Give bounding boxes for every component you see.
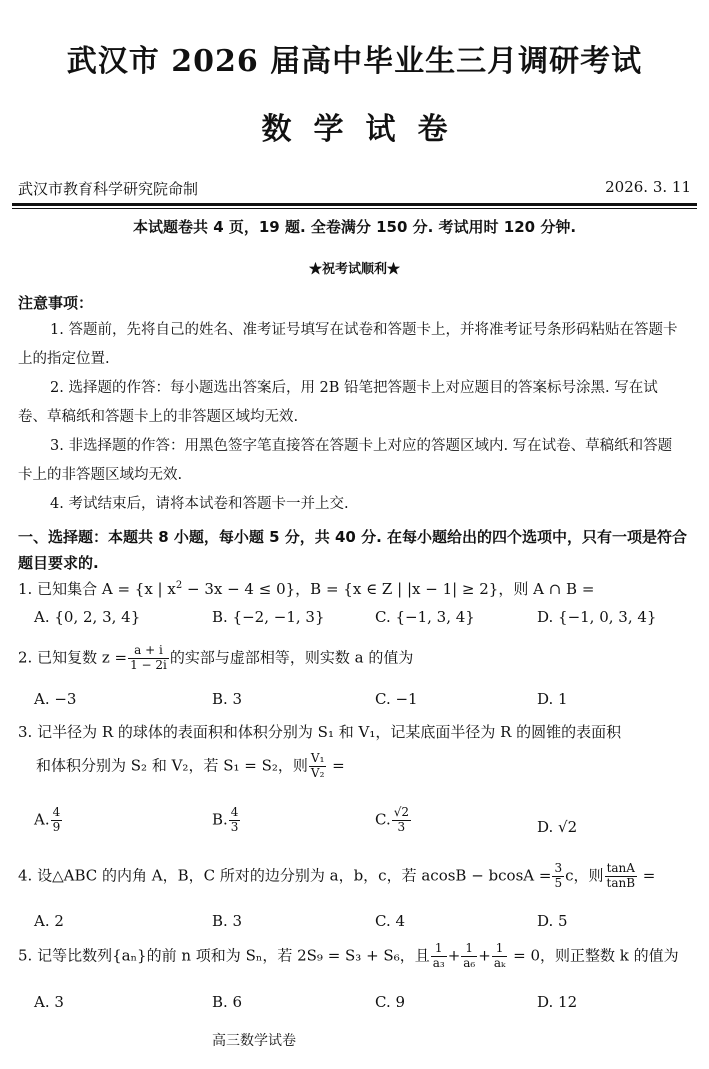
q3-option-c (375, 806, 412, 835)
q1-option-b: B. {−2, −1, 3} (212, 608, 325, 626)
q4-option-a: A. 2 (34, 912, 64, 930)
q5-plus-2: + (478, 946, 491, 965)
q2-rest: 的实部与虚部相等，则实数 a 的值为 (169, 648, 414, 667)
section-1-heading: 一、选择题：本题共 8 小题，每小题 5 分，共 40 分. 在每小题给出的四个选项中，只有一项是符合题目要求的. (18, 528, 688, 572)
q3-option-c-num: √2 (393, 805, 409, 819)
q5-f3-num: 1 (492, 942, 508, 957)
q1-option-a: A. {0, 2, 3, 4} (34, 608, 141, 626)
issuer: 武汉市教育科学研究院命制 (18, 180, 199, 198)
q4-option-c: C. 4 (375, 912, 406, 930)
q2-option-d: D. 1 (537, 690, 568, 708)
q3-option-a-den: 9 (52, 819, 61, 834)
q2-option-a: A. −3 (34, 690, 77, 708)
notes-heading: 注意事项： (18, 294, 94, 312)
note-item-4: 4. 考试结束后，请将本试卷和答题卡一并上交. (50, 496, 349, 512)
q1-lead: 1. 已知集合 A = {x | x (18, 580, 176, 598)
q3-option-b-label: B. (212, 810, 228, 829)
q5-option-d: D. 12 (537, 993, 578, 1011)
exam-title: 武汉市 2026 届高中毕业生三月调研考试 (66, 44, 643, 79)
q1-rest: − 3x − 4 ≤ 0}，B = {x ∈ Z | |x − 1| ≥ 2}，则 A ∩ B = (182, 580, 595, 598)
q5-rest: = 0，则正整数 k 的值为 (508, 946, 679, 965)
note-item-3: 3. 非选择题的作答：用黑色签字笔直接答在答题卡上对应的答题区域内. 写在试卷、草稿纸和答题卡上的非答题区域均无效. (18, 438, 673, 483)
q5-fraction-1 (431, 942, 447, 971)
q3-option-a-fraction (51, 806, 63, 835)
q3-option-b-fraction (229, 806, 241, 835)
q2-den: 1 − 2i (130, 657, 167, 672)
q2-option-b: B. 3 (212, 690, 243, 708)
header-rule-thick (12, 203, 697, 206)
q4-fraction-1 (552, 862, 564, 891)
exam-info: 本试题卷共 4 页，19 题. 全卷满分 150 分. 考试用时 120 分钟. (132, 218, 577, 236)
q2-fraction (128, 644, 169, 673)
note-item-1: 1. 答题前，先将自己的姓名、准考证号填写在试卷和答题卡上，并将准考证号条形码粘贴在答题卡上的指定位置. (18, 322, 678, 367)
paper-subtitle: 数学试卷 (261, 112, 470, 147)
q5-fraction-3 (492, 942, 508, 971)
header-rule-thin (12, 208, 697, 209)
q3-option-a-num: 4 (52, 805, 61, 819)
q3-line-1: 3. 记半径为 R 的球体的表面积和体积分别为 S₁ 和 V₁，记某底面半径为 R 的圆锥的表面积 (18, 723, 622, 741)
q5-f1-num: 1 (431, 942, 447, 957)
q3-fraction (309, 752, 326, 781)
q4-den-2: tanB (606, 875, 636, 890)
good-luck-banner: ★祝考试顺利★ (308, 262, 400, 277)
page-footer: 高三数学试卷 (212, 1033, 296, 1049)
q3-option-b-num: 4 (230, 805, 239, 819)
q5-option-b: B. 6 (212, 993, 243, 1011)
question-1 (18, 578, 594, 599)
q5-plus-1: + (447, 946, 461, 965)
q3-eq: = (327, 756, 345, 775)
q3-option-c-den: 3 (397, 819, 406, 834)
q4-option-b: B. 3 (212, 912, 243, 930)
q4-num-1: 3 (554, 861, 563, 875)
q5-option-a: A. 3 (34, 993, 64, 1011)
q3-option-b (212, 806, 241, 835)
q4-lead: 4. 设△ABC 的内角 A，B，C 所对的边分别为 a，b，c，若 acosB − bcosA = (18, 866, 552, 885)
q5-f2-num: 1 (461, 942, 477, 957)
q3-option-c-fraction (392, 806, 411, 835)
q4-option-d: D. 5 (537, 912, 568, 930)
q3-option-d: D. √2 (537, 818, 578, 836)
q1-square: 2 (175, 580, 183, 591)
q2-option-c: C. −1 (375, 690, 418, 708)
q4-fraction-2 (605, 862, 638, 891)
q1-option-d: D. {−1, 0, 3, 4} (537, 608, 657, 626)
q3-option-c-label: C. (375, 810, 391, 829)
note-item-2: 2. 选择题的作答：每小题选出答案后，用 2B 铅笔把答题卡上对应题目的答案标号涂黑. 写在试卷、草稿纸和答题卡上的非答题区域均无效. (18, 380, 658, 425)
q5-f3-den: aₖ (493, 955, 506, 970)
question-2 (18, 644, 413, 673)
q3-den: V₂ (310, 765, 325, 780)
q4-mid: c，则 (565, 866, 604, 885)
q3-line-2: 和体积分别为 S₂ 和 V₂，若 S₁ = S₂，则 (36, 756, 308, 775)
q5-f1-den: a₃ (432, 955, 445, 970)
question-3-line-2 (36, 752, 345, 781)
q5-f2-den: a₆ (463, 955, 476, 970)
question-5 (18, 942, 679, 971)
q4-den-1: 5 (554, 875, 563, 890)
q4-num-2: tanA (605, 862, 638, 877)
q5-fraction-2 (461, 942, 477, 971)
q5-option-c: C. 9 (375, 993, 406, 1011)
q2-lead: 2. 已知复数 z = (18, 648, 128, 667)
q1-option-c: C. {−1, 3, 4} (375, 608, 475, 626)
q4-eq: = (638, 866, 656, 885)
q2-num: a + i (128, 644, 169, 659)
q3-option-a-label: A. (34, 810, 50, 829)
q3-option-a (34, 806, 63, 835)
q3-option-b-den: 3 (230, 819, 239, 834)
q5-lead: 5. 记等比数列{aₙ}的前 n 项和为 Sₙ，若 2S₉ = S₃ + S₆，且 (18, 946, 430, 965)
question-4 (18, 862, 655, 891)
exam-date: 2026. 3. 11 (605, 178, 691, 196)
q3-num: V₁ (310, 751, 325, 765)
